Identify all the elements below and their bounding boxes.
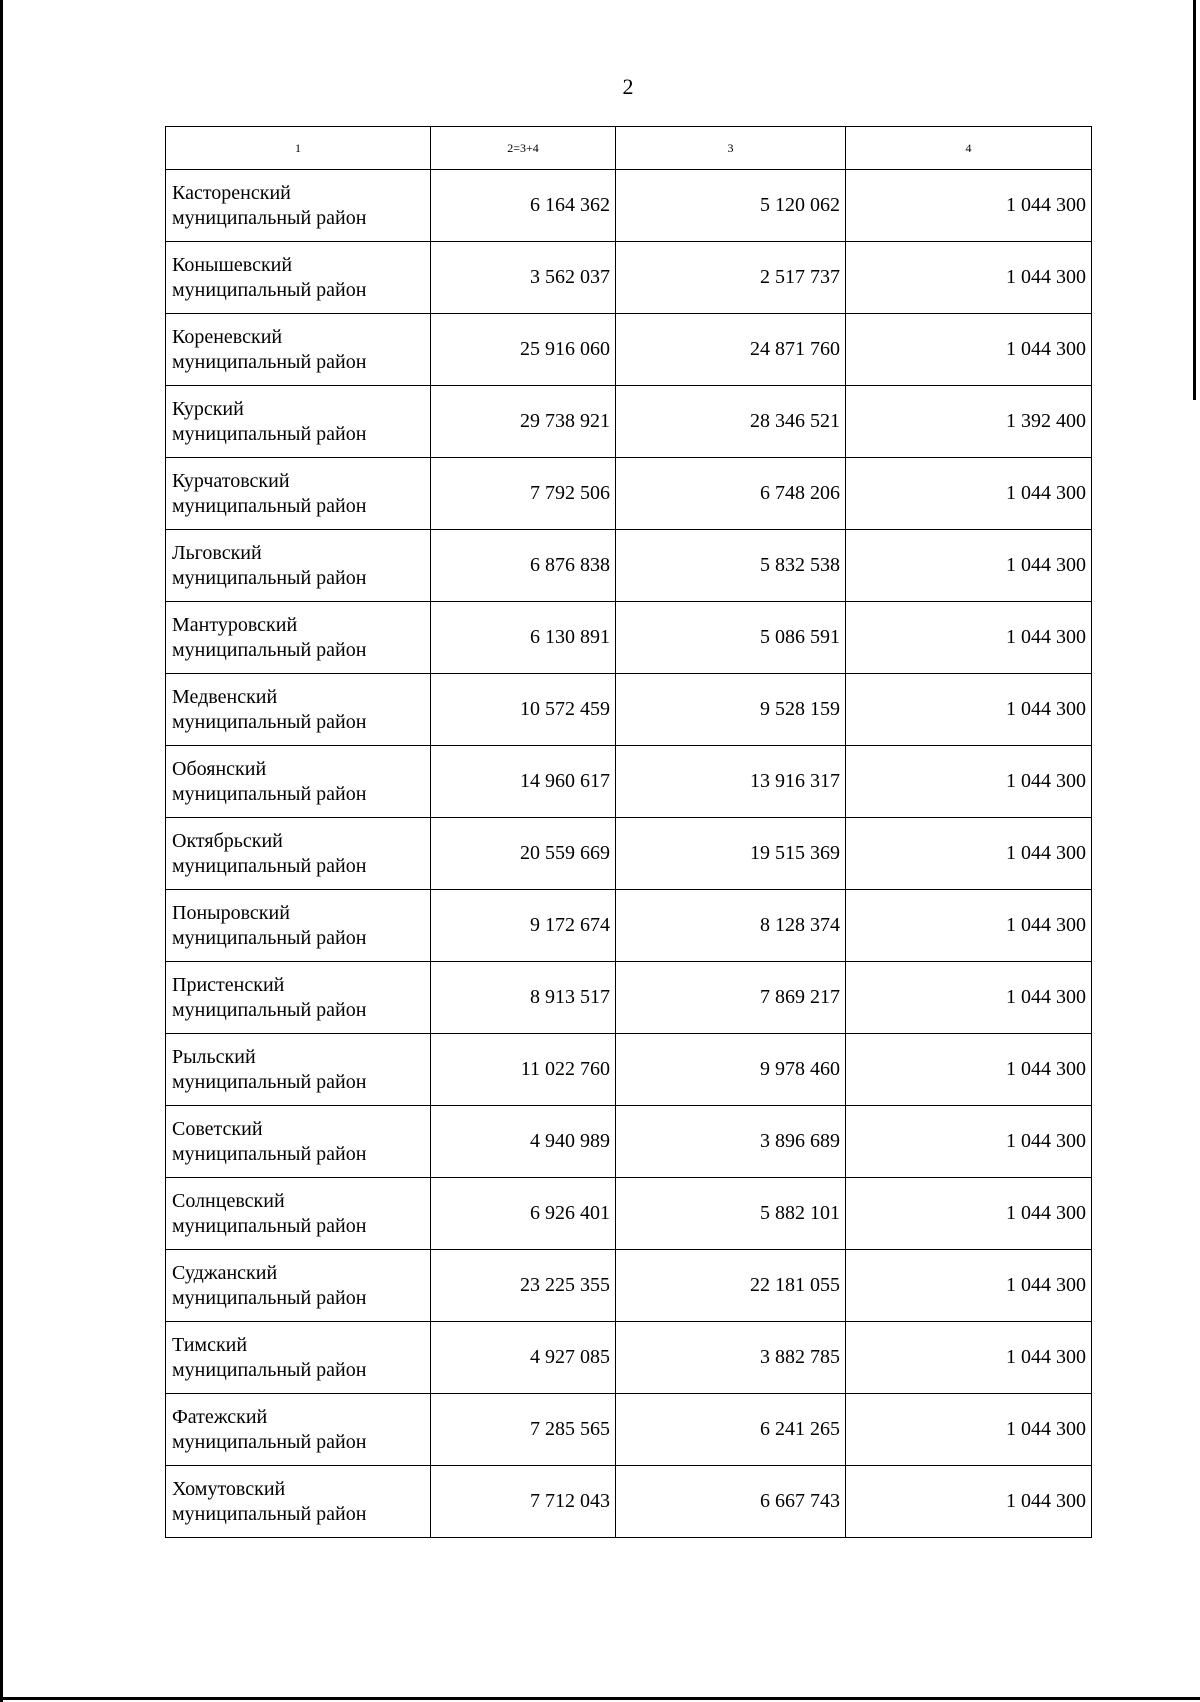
district-name-cell bbox=[166, 1394, 431, 1466]
header-cell-col2: 2=3+4 bbox=[431, 127, 616, 170]
district-name: Солнцевский bbox=[172, 1189, 285, 1212]
table-row bbox=[166, 962, 1092, 1034]
total-amount-cell: 4 940 989 bbox=[431, 1106, 616, 1178]
district-type: муниципальный район bbox=[172, 278, 367, 301]
table-row bbox=[166, 818, 1092, 890]
col4-amount-cell: 1 044 300 bbox=[846, 674, 1092, 746]
scan-edge-left bbox=[0, 0, 3, 1702]
district-name: Мантуровский bbox=[172, 613, 298, 636]
table-header-row bbox=[166, 127, 1092, 170]
col4-amount-cell: 1 044 300 bbox=[846, 1106, 1092, 1178]
total-amount-cell: 7 285 565 bbox=[431, 1394, 616, 1466]
table-row bbox=[166, 1466, 1092, 1538]
table-row bbox=[166, 170, 1092, 242]
total-amount-cell: 4 927 085 bbox=[431, 1322, 616, 1394]
table-row bbox=[166, 746, 1092, 818]
district-name-cell bbox=[166, 962, 431, 1034]
district-name: Медвенский bbox=[172, 685, 278, 708]
table-row bbox=[166, 1034, 1092, 1106]
district-name: Поныровский bbox=[172, 901, 290, 924]
col4-amount-cell: 1 044 300 bbox=[846, 746, 1092, 818]
district-name: Обоянский bbox=[172, 757, 267, 780]
col3-amount-cell: 5 882 101 bbox=[616, 1178, 846, 1250]
col3-amount-cell: 9 978 460 bbox=[616, 1034, 846, 1106]
table-row bbox=[166, 1178, 1092, 1250]
col3-amount-cell: 24 871 760 bbox=[616, 314, 846, 386]
total-amount-cell: 14 960 617 bbox=[431, 746, 616, 818]
col3-amount-cell: 13 916 317 bbox=[616, 746, 846, 818]
district-name-cell bbox=[166, 242, 431, 314]
total-amount-cell: 9 172 674 bbox=[431, 890, 616, 962]
district-type: муниципальный район bbox=[172, 638, 367, 661]
total-amount-cell: 7 792 506 bbox=[431, 458, 616, 530]
district-name-cell bbox=[166, 386, 431, 458]
col4-amount-cell: 1 044 300 bbox=[846, 1034, 1092, 1106]
district-name-cell bbox=[166, 602, 431, 674]
total-amount-cell: 6 130 891 bbox=[431, 602, 616, 674]
col3-amount-cell: 6 241 265 bbox=[616, 1394, 846, 1466]
district-type: муниципальный район bbox=[172, 350, 367, 373]
col4-amount-cell: 1 044 300 bbox=[846, 962, 1092, 1034]
district-name: Льговский bbox=[172, 541, 262, 564]
district-name: Октябрьский bbox=[172, 829, 283, 852]
col3-amount-cell: 2 517 737 bbox=[616, 242, 846, 314]
table-row bbox=[166, 1394, 1092, 1466]
col4-amount-cell: 1 044 300 bbox=[846, 458, 1092, 530]
col4-amount-cell: 1 044 300 bbox=[846, 1322, 1092, 1394]
district-type: муниципальный район bbox=[172, 782, 367, 805]
col3-amount-cell: 5 832 538 bbox=[616, 530, 846, 602]
district-name: Тимский bbox=[172, 1333, 248, 1356]
header-cell-col3: 3 bbox=[616, 127, 846, 170]
total-amount-cell: 23 225 355 bbox=[431, 1250, 616, 1322]
district-name: Курчатовский bbox=[172, 469, 290, 492]
district-type: муниципальный район bbox=[172, 206, 367, 229]
district-name-cell bbox=[166, 1034, 431, 1106]
total-amount-cell: 29 738 921 bbox=[431, 386, 616, 458]
district-type: муниципальный район bbox=[172, 1286, 367, 1309]
col3-amount-cell: 5 120 062 bbox=[616, 170, 846, 242]
district-type: муниципальный район bbox=[172, 854, 367, 877]
district-type: муниципальный район bbox=[172, 1214, 367, 1237]
table-row bbox=[166, 242, 1092, 314]
district-type: муниципальный район bbox=[172, 1358, 367, 1381]
page-number: 2 bbox=[622, 74, 634, 99]
col4-amount-cell: 1 044 300 bbox=[846, 818, 1092, 890]
total-amount-cell: 25 916 060 bbox=[431, 314, 616, 386]
total-amount-cell: 6 926 401 bbox=[431, 1178, 616, 1250]
table-row bbox=[166, 1106, 1092, 1178]
col3-amount-cell: 22 181 055 bbox=[616, 1250, 846, 1322]
col4-amount-cell: 1 044 300 bbox=[846, 170, 1092, 242]
total-amount-cell: 6 876 838 bbox=[431, 530, 616, 602]
table-row bbox=[166, 458, 1092, 530]
district-name: Суджанский bbox=[172, 1261, 278, 1284]
scan-edge-bottom bbox=[0, 1697, 1200, 1700]
col3-amount-cell: 6 667 743 bbox=[616, 1466, 846, 1538]
district-name-cell bbox=[166, 1178, 431, 1250]
district-type: муниципальный район bbox=[172, 494, 367, 517]
district-name-cell bbox=[166, 1250, 431, 1322]
district-name-cell bbox=[166, 314, 431, 386]
col3-amount-cell: 28 346 521 bbox=[616, 386, 846, 458]
col3-amount-cell: 3 896 689 bbox=[616, 1106, 846, 1178]
col4-amount-cell: 1 044 300 bbox=[846, 242, 1092, 314]
col4-amount-cell: 1 044 300 bbox=[846, 314, 1092, 386]
district-name: Пристенский bbox=[172, 973, 285, 996]
header-cell-col4: 4 bbox=[846, 127, 1092, 170]
col3-amount-cell: 8 128 374 bbox=[616, 890, 846, 962]
header-cell-col1: 1 bbox=[166, 127, 431, 170]
district-name-cell bbox=[166, 530, 431, 602]
table-row bbox=[166, 314, 1092, 386]
district-type: муниципальный район bbox=[172, 566, 367, 589]
district-name: Советский bbox=[172, 1117, 263, 1140]
col4-amount-cell: 1 044 300 bbox=[846, 602, 1092, 674]
district-type: муниципальный район bbox=[172, 422, 367, 445]
district-type: муниципальный район bbox=[172, 1502, 367, 1525]
total-amount-cell: 3 562 037 bbox=[431, 242, 616, 314]
table-row bbox=[166, 890, 1092, 962]
district-name: Касторенский bbox=[172, 181, 291, 204]
col3-amount-cell: 3 882 785 bbox=[616, 1322, 846, 1394]
district-type: муниципальный район bbox=[172, 710, 367, 733]
allocation-table bbox=[165, 126, 1092, 1538]
table-row bbox=[166, 386, 1092, 458]
col4-amount-cell: 1 044 300 bbox=[846, 890, 1092, 962]
col4-amount-cell: 1 044 300 bbox=[846, 1178, 1092, 1250]
col3-amount-cell: 7 869 217 bbox=[616, 962, 846, 1034]
col4-amount-cell: 1 044 300 bbox=[846, 1250, 1092, 1322]
district-name: Рыльский bbox=[172, 1045, 256, 1068]
district-name-cell bbox=[166, 746, 431, 818]
district-name-cell bbox=[166, 890, 431, 962]
col3-amount-cell: 9 528 159 bbox=[616, 674, 846, 746]
district-name: Фатежский bbox=[172, 1405, 268, 1428]
table-row bbox=[166, 602, 1092, 674]
district-type: муниципальный район bbox=[172, 998, 367, 1021]
district-name-cell bbox=[166, 674, 431, 746]
district-name-cell bbox=[166, 818, 431, 890]
district-name: Кореневский bbox=[172, 325, 283, 348]
district-name-cell bbox=[166, 1322, 431, 1394]
col4-amount-cell: 1 044 300 bbox=[846, 530, 1092, 602]
district-name-cell bbox=[166, 1106, 431, 1178]
total-amount-cell: 10 572 459 bbox=[431, 674, 616, 746]
district-type: муниципальный район bbox=[172, 926, 367, 949]
total-amount-cell: 20 559 669 bbox=[431, 818, 616, 890]
district-name: Конышевский bbox=[172, 253, 293, 276]
district-name-cell bbox=[166, 1466, 431, 1538]
col3-amount-cell: 19 515 369 bbox=[616, 818, 846, 890]
district-name-cell bbox=[166, 170, 431, 242]
district-type: муниципальный район bbox=[172, 1430, 367, 1453]
total-amount-cell: 11 022 760 bbox=[431, 1034, 616, 1106]
col4-amount-cell: 1 392 400 bbox=[846, 386, 1092, 458]
total-amount-cell: 6 164 362 bbox=[431, 170, 616, 242]
total-amount-cell: 7 712 043 bbox=[431, 1466, 616, 1538]
col4-amount-cell: 1 044 300 bbox=[846, 1466, 1092, 1538]
scan-edge-right bbox=[1193, 0, 1196, 400]
district-name: Хомутовский bbox=[172, 1477, 286, 1500]
table-row bbox=[166, 674, 1092, 746]
col3-amount-cell: 5 086 591 bbox=[616, 602, 846, 674]
total-amount-cell: 8 913 517 bbox=[431, 962, 616, 1034]
district-name: Курский bbox=[172, 397, 244, 420]
district-type: муниципальный район bbox=[172, 1070, 367, 1093]
table-row bbox=[166, 1250, 1092, 1322]
district-name-cell bbox=[166, 458, 431, 530]
col3-amount-cell: 6 748 206 bbox=[616, 458, 846, 530]
table-row bbox=[166, 530, 1092, 602]
district-type: муниципальный район bbox=[172, 1142, 367, 1165]
table-row bbox=[166, 1322, 1092, 1394]
col4-amount-cell: 1 044 300 bbox=[846, 1394, 1092, 1466]
